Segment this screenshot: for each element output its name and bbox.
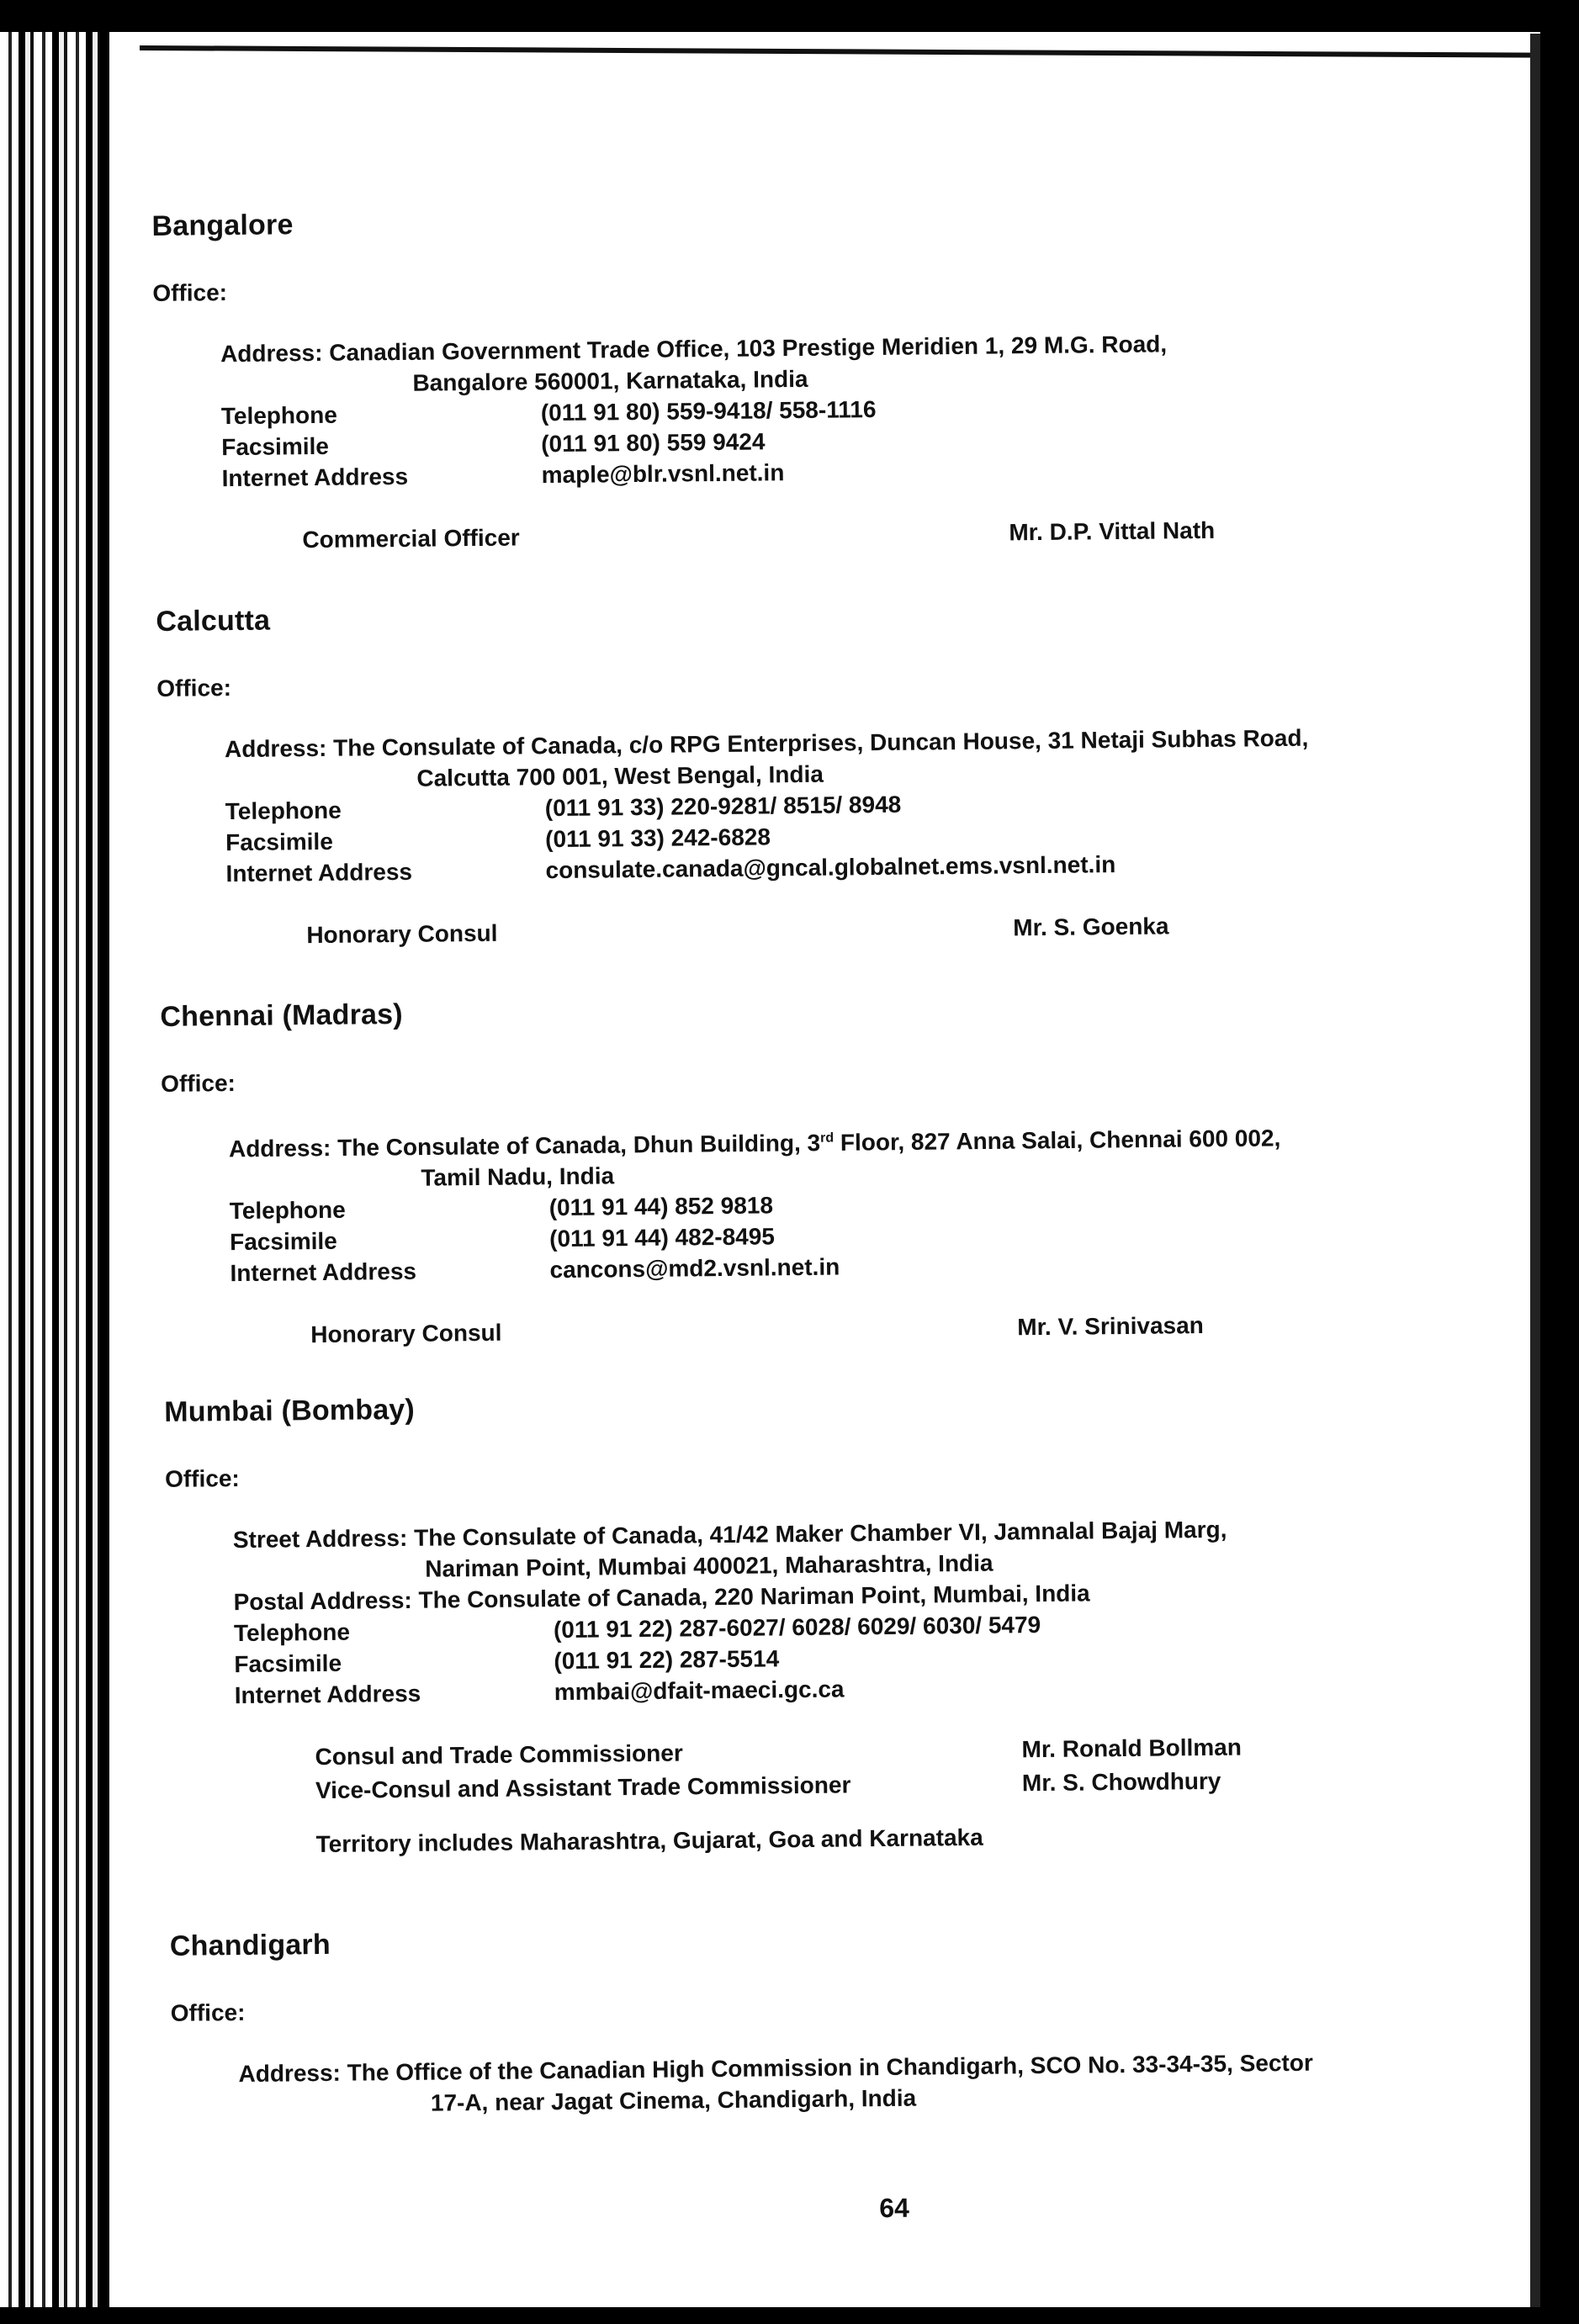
page-number: 64 [879, 2192, 910, 2224]
address-prefix: Address: [220, 339, 323, 368]
contact-role: Vice-Consul and Assistant Trade Commissioner [315, 1771, 851, 1804]
postal-address-value: The Consulate of Canada, 220 Nariman Point, Mumbai, India [418, 1580, 1090, 1613]
internet-label: Internet Address [230, 1258, 417, 1287]
office-label: Office: [161, 1070, 236, 1097]
section-bangalore [151, 196, 1484, 559]
telephone-label: Telephone [229, 1196, 346, 1225]
internet-value: maple@blr.vsnl.net.in [541, 459, 785, 489]
scan-top-rule [34, 45, 1539, 57]
telephone-label: Telephone [233, 1618, 351, 1647]
address-prefix: Address: [228, 1135, 331, 1162]
contact-role: Honorary Consul [306, 919, 498, 949]
telephone-value: (011 91 44) 852 9818 [548, 1192, 774, 1221]
telephone-label: Telephone [225, 797, 342, 825]
section-chandigarh [170, 1916, 1501, 2121]
address-line-2: Tamil Nadu, India [421, 1162, 615, 1192]
contact-role: Consul and Trade Commissioner [315, 1739, 683, 1771]
scan-right-border [1540, 0, 1579, 2324]
facsimile-label: Facsimile [225, 828, 333, 856]
document-page [151, 171, 1518, 2224]
facsimile-label: Facsimile [230, 1228, 337, 1256]
address [238, 2045, 1501, 2120]
contact-name: Mr. S. Goenka [1013, 913, 1169, 941]
city-heading: Bangalore [151, 209, 294, 242]
city-heading: Chandigarh [169, 1928, 331, 1962]
office-label: Office: [170, 1998, 246, 2026]
territory-note: Territory includes Maharashtra, Gujarat, Goa and Karnataka [315, 1824, 983, 1858]
telephone-value: (011 91 80) 559-9418/ 558-1116 [540, 395, 877, 426]
facsimile-value: (011 91 44) 482-8495 [548, 1223, 776, 1252]
scan-right-shadow [1530, 34, 1540, 2324]
facsimile-value: (011 91 80) 559 9424 [541, 428, 766, 458]
ordinal-suffix: rd [819, 1130, 835, 1146]
contact-role: Honorary Consul [310, 1320, 502, 1348]
address-prefix: Address: [224, 734, 327, 763]
contact-name: Mr. Ronald Bollman [1021, 1734, 1243, 1763]
postal-address-prefix: Postal Address: [233, 1586, 412, 1616]
address-line-2: 17-A, near Jagat Cinema, Chandigarh, India [430, 2084, 917, 2116]
contact-row [155, 511, 1484, 559]
address-line-1: The Consulate of Canada, c/o RPG Enterprises, Duncan House, 31 Netaji Subhas Road, [333, 724, 1309, 761]
internet-value: cancons@md2.vsnl.net.in [549, 1253, 840, 1284]
office-label: Office: [152, 279, 228, 306]
address-line-2: Calcutta 700 001, West Bengal, India [416, 760, 824, 791]
address-prefix: Address: [238, 2059, 342, 2088]
office-label: Office: [156, 675, 232, 701]
facsimile-label: Facsimile [221, 432, 330, 461]
contact-name: Mr. D.P. Vittal Nath [1009, 516, 1216, 546]
address-line-2: Bangalore 560001, Karnataka, India [412, 365, 808, 396]
office-label: Office: [164, 1464, 240, 1492]
facsimile-value: (011 91 33) 242-6828 [545, 823, 771, 853]
facsimile-label: Facsimile [234, 1649, 342, 1678]
telephone-value: (011 91 22) 287-6027/ 6028/ 6029/ 6030/ 5479 [553, 1612, 1041, 1644]
scan-binding-shadow [99, 32, 140, 2324]
section-mumbai [164, 1382, 1498, 1860]
city-heading: Mumbai (Bombay) [164, 1393, 416, 1428]
contact-name: Mr. V. Srinivasan [1017, 1312, 1204, 1341]
city-heading: Calcutta [156, 604, 271, 638]
telephone-value: (011 91 33) 220-9281/ 8515/ 8948 [544, 791, 902, 822]
address-line-1a: The Consulate of Canada, Dhun Building, 3 [336, 1130, 821, 1162]
address-line-2: Nariman Point, Mumbai 400021, Maharashtra, India [425, 1549, 993, 1582]
address-line-1: The Consulate of Canada, 41/42 Maker Chamber VI, Jamnalal Bajaj Marg, [413, 1516, 1227, 1551]
address-line-1: Canadian Government Trade Office, 103 Prestige Meridien 1, 29 M.G. Road, [329, 331, 1168, 366]
telephone-label: Telephone [220, 401, 337, 430]
internet-value: consulate.canada@gncal.globalnet.ems.vsnl.net.in [545, 851, 1116, 884]
address-line-1: The Office of the Canadian High Commission in Chandigarh, SCO No. 33-34-35, Sector [347, 2049, 1313, 2086]
internet-label: Internet Address [234, 1680, 421, 1709]
internet-value: mmbai@dfait-maeci.gc.ca [554, 1676, 845, 1706]
internet-label: Internet Address [225, 858, 413, 887]
city-heading: Chennai (Madras) [160, 998, 404, 1033]
contact-row [163, 1306, 1492, 1354]
contact-role: Commercial Officer [302, 524, 520, 553]
internet-label: Internet Address [221, 463, 409, 492]
address-line-1b: Floor, 827 Anna Salai, Chennai 600 002, [833, 1125, 1281, 1156]
street-address-prefix: Street Address: [232, 1524, 408, 1554]
contact-row [159, 906, 1488, 954]
scan-bottom-border [0, 2307, 1579, 2324]
section-chennai [160, 987, 1492, 1353]
contact-name: Mr. S. Chowdhury [1021, 1767, 1221, 1797]
section-calcutta [156, 591, 1488, 954]
facsimile-value: (011 91 22) 287-5514 [554, 1645, 780, 1675]
scan-top-border [0, 0, 1579, 32]
